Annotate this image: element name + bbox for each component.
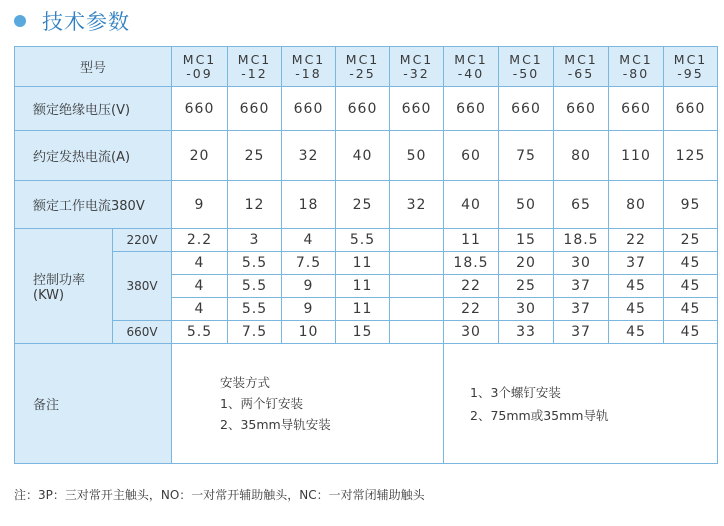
value-cell: 10 bbox=[282, 321, 336, 344]
remark-line: 2、35mm导轨安装 bbox=[220, 417, 331, 432]
value-cell: 25 bbox=[664, 229, 718, 252]
value-cell: 45 bbox=[609, 275, 664, 298]
remark-line: 2、75mm或35mm导轨 bbox=[470, 407, 609, 423]
value-cell bbox=[390, 321, 444, 344]
remarks-right bbox=[444, 344, 718, 464]
voltage-label: 380V bbox=[113, 252, 172, 321]
model-cell: MC1 -95 bbox=[664, 47, 718, 87]
value-cell: 25 bbox=[228, 131, 282, 181]
value-cell: 15 bbox=[499, 229, 554, 252]
value-cell: 660 bbox=[499, 87, 554, 131]
value-cell: 33 bbox=[499, 321, 554, 344]
value-cell: 7.5 bbox=[282, 252, 336, 275]
remarks-row bbox=[15, 344, 718, 464]
bullet-dot-icon bbox=[14, 15, 26, 27]
value-cell: 50 bbox=[390, 131, 444, 181]
value-cell: 20 bbox=[172, 131, 228, 181]
value-cell: 45 bbox=[664, 275, 718, 298]
table-row bbox=[15, 87, 718, 131]
value-cell: 25 bbox=[336, 181, 390, 229]
value-cell: 11 bbox=[336, 275, 390, 298]
value-cell: 40 bbox=[336, 131, 390, 181]
power-row bbox=[15, 321, 718, 344]
value-cell: 5.5 bbox=[336, 229, 390, 252]
value-cell: 12 bbox=[228, 181, 282, 229]
value-cell: 37 bbox=[554, 275, 609, 298]
value-cell: 660 bbox=[609, 87, 664, 131]
value-cell: 11 bbox=[336, 252, 390, 275]
power-row bbox=[15, 229, 718, 252]
value-cell: 4 bbox=[282, 229, 336, 252]
value-cell: 37 bbox=[554, 321, 609, 344]
remarks-label: 备注 bbox=[15, 344, 172, 464]
value-cell: 80 bbox=[609, 181, 664, 229]
value-cell: 45 bbox=[664, 298, 718, 321]
value-cell: 660 bbox=[444, 87, 499, 131]
remarks-left bbox=[172, 344, 444, 464]
model-cell: MC1 -80 bbox=[609, 47, 664, 87]
value-cell: 30 bbox=[444, 321, 499, 344]
value-cell: 9 bbox=[282, 298, 336, 321]
value-cell: 60 bbox=[444, 131, 499, 181]
row-label: 额定绝缘电压(V) bbox=[15, 87, 172, 131]
value-cell: 11 bbox=[336, 298, 390, 321]
value-cell: 37 bbox=[609, 252, 664, 275]
value-cell: 4 bbox=[172, 298, 228, 321]
value-cell: 65 bbox=[554, 181, 609, 229]
value-cell: 18.5 bbox=[554, 229, 609, 252]
value-cell: 660 bbox=[554, 87, 609, 131]
power-row bbox=[15, 252, 718, 275]
value-cell: 660 bbox=[336, 87, 390, 131]
value-cell: 45 bbox=[664, 321, 718, 344]
voltage-label: 220V bbox=[113, 229, 172, 252]
value-cell: 22 bbox=[444, 275, 499, 298]
value-cell: 7.5 bbox=[228, 321, 282, 344]
value-cell bbox=[390, 298, 444, 321]
value-cell: 30 bbox=[554, 252, 609, 275]
value-cell: 15 bbox=[336, 321, 390, 344]
value-cell: 110 bbox=[609, 131, 664, 181]
value-cell: 9 bbox=[282, 275, 336, 298]
value-cell: 25 bbox=[499, 275, 554, 298]
value-cell: 5.5 bbox=[228, 252, 282, 275]
table-row bbox=[15, 131, 718, 181]
voltage-label: 660V bbox=[113, 321, 172, 344]
footnote: 注：3P：三对常开主触头，NO：一对常开辅助触头，NC：一对常闭辅助触头 bbox=[14, 488, 425, 502]
value-cell: 660 bbox=[390, 87, 444, 131]
value-cell: 4 bbox=[172, 275, 228, 298]
row-label: 约定发热电流(A) bbox=[15, 131, 172, 181]
value-cell: 20 bbox=[499, 252, 554, 275]
value-cell: 2.2 bbox=[172, 229, 228, 252]
section-title: 技术参数 bbox=[42, 10, 130, 34]
value-cell: 18 bbox=[282, 181, 336, 229]
value-cell: 80 bbox=[554, 131, 609, 181]
value-cell: 660 bbox=[172, 87, 228, 131]
value-cell bbox=[390, 229, 444, 252]
remark-line: 1、两个钉安装 bbox=[220, 396, 303, 411]
value-cell: 40 bbox=[444, 181, 499, 229]
model-cell: MC1 -25 bbox=[336, 47, 390, 87]
section-header bbox=[14, 6, 130, 36]
value-cell bbox=[390, 275, 444, 298]
value-cell: 5.5 bbox=[228, 275, 282, 298]
value-cell: 5.5 bbox=[228, 298, 282, 321]
model-cell: MC1 -09 bbox=[172, 47, 228, 87]
model-label: 型号 bbox=[15, 47, 172, 87]
remark-line: 1、3个螺钉安装 bbox=[470, 384, 561, 400]
remark-line: 安装方式 bbox=[220, 375, 271, 390]
value-cell: 30 bbox=[499, 298, 554, 321]
model-cell: MC1 -65 bbox=[554, 47, 609, 87]
value-cell: 32 bbox=[390, 181, 444, 229]
row-label: 额定工作电流380V bbox=[15, 181, 172, 229]
table-row bbox=[15, 181, 718, 229]
value-cell: 9 bbox=[172, 181, 228, 229]
value-cell: 4 bbox=[172, 252, 228, 275]
model-cell: MC1 -12 bbox=[228, 47, 282, 87]
value-cell: 37 bbox=[554, 298, 609, 321]
value-cell: 660 bbox=[282, 87, 336, 131]
value-cell: 95 bbox=[664, 181, 718, 229]
value-cell: 32 bbox=[282, 131, 336, 181]
value-cell: 5.5 bbox=[172, 321, 228, 344]
value-cell bbox=[390, 252, 444, 275]
value-cell: 125 bbox=[664, 131, 718, 181]
model-cell: MC1 -32 bbox=[390, 47, 444, 87]
value-cell: 3 bbox=[228, 229, 282, 252]
model-cell: MC1 -18 bbox=[282, 47, 336, 87]
model-cell: MC1 -40 bbox=[444, 47, 499, 87]
value-cell: 660 bbox=[664, 87, 718, 131]
value-cell: 45 bbox=[664, 252, 718, 275]
value-cell: 50 bbox=[499, 181, 554, 229]
spec-table bbox=[14, 46, 718, 464]
value-cell: 660 bbox=[228, 87, 282, 131]
value-cell: 18.5 bbox=[444, 252, 499, 275]
model-cell: MC1 -50 bbox=[499, 47, 554, 87]
power-label: 控制功率(KW) bbox=[15, 229, 113, 344]
value-cell: 45 bbox=[609, 321, 664, 344]
value-cell: 22 bbox=[444, 298, 499, 321]
value-cell: 75 bbox=[499, 131, 554, 181]
value-cell: 11 bbox=[444, 229, 499, 252]
model-header-row bbox=[15, 47, 718, 87]
value-cell: 45 bbox=[609, 298, 664, 321]
value-cell: 22 bbox=[609, 229, 664, 252]
